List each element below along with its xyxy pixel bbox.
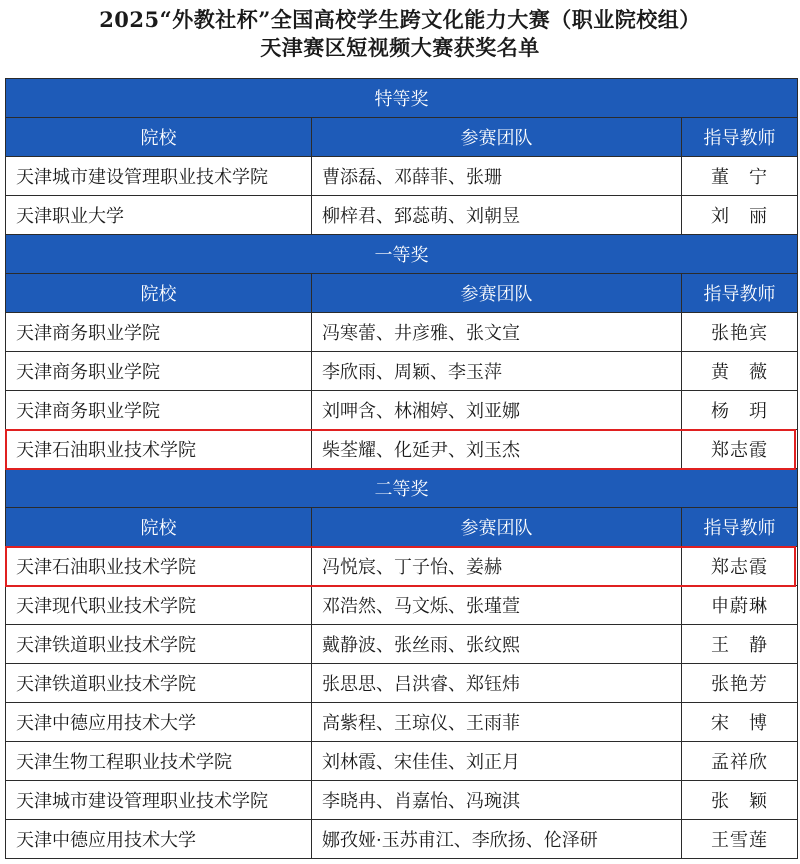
table-row [6,820,798,859]
section-header-row [6,79,798,118]
award-level-label: 二等奖 [6,469,798,508]
teacher-cell: 张艳芳 [682,664,798,703]
column-header-team: 参赛团队 [312,508,682,547]
teacher-cell: 孟祥欣 [682,742,798,781]
teacher-cell: 杨 玥 [682,391,798,430]
teacher-cell: 王雪莲 [682,820,798,859]
teacher-cell: 郑志霞 [682,547,798,586]
table-row [6,352,798,391]
column-header-school: 院校 [6,118,312,157]
school-cell: 天津铁道职业技术学院 [6,664,312,703]
column-header-row [6,118,798,157]
team-cell: 高紫程、王琼仪、王雨菲 [312,703,682,742]
team-cell: 刘林霞、宋佳佳、刘正月 [312,742,682,781]
column-header-teacher: 指导教师 [682,508,798,547]
table-row [6,742,798,781]
team-cell: 柴荃耀、化延尹、刘玉杰 [312,430,682,469]
team-cell: 曹添磊、邓薛菲、张珊 [312,157,682,196]
teacher-cell: 申蔚琳 [682,586,798,625]
table-row [6,547,798,586]
table-row [6,157,798,196]
teacher-cell: 王 静 [682,625,798,664]
team-cell: 冯寒蕾、井彦雅、张文宣 [312,313,682,352]
team-cell: 张思思、吕洪睿、郑钰炜 [312,664,682,703]
team-cell: 刘呷含、林湘婷、刘亚娜 [312,391,682,430]
column-header-team: 参赛团队 [312,274,682,313]
school-cell: 天津铁道职业技术学院 [6,625,312,664]
school-cell: 天津石油职业技术学院 [6,547,312,586]
team-cell: 戴静波、张丝雨、张纹熙 [312,625,682,664]
award-level-label: 特等奖 [6,79,798,118]
table-row [6,625,798,664]
school-cell: 天津中德应用技术大学 [6,703,312,742]
teacher-cell: 黄 薇 [682,352,798,391]
teacher-cell: 宋 博 [682,703,798,742]
teacher-cell: 刘 丽 [682,196,798,235]
award-level-label: 一等奖 [6,235,798,274]
table-row [6,196,798,235]
column-header-row [6,508,798,547]
table-row [6,391,798,430]
team-cell: 柳梓君、郅蕊萌、刘朝昱 [312,196,682,235]
table-row [6,313,798,352]
school-cell: 天津商务职业学院 [6,313,312,352]
table-row [6,703,798,742]
column-header-teacher: 指导教师 [682,274,798,313]
team-cell: 李欣雨、周颖、李玉萍 [312,352,682,391]
section-header-row [6,469,798,508]
school-cell: 天津城市建设管理职业技术学院 [6,157,312,196]
table-row [6,664,798,703]
school-cell: 天津中德应用技术大学 [6,820,312,859]
page-title: 2025“外教社杯”全国高校学生跨文化能力大赛（职业院校组） [99,7,701,32]
school-cell: 天津现代职业技术学院 [6,586,312,625]
teacher-cell: 张 颖 [682,781,798,820]
school-cell: 天津职业大学 [6,196,312,235]
team-cell: 邓浩然、马文烁、张瑾萱 [312,586,682,625]
column-header-team: 参赛团队 [312,118,682,157]
column-header-school: 院校 [6,274,312,313]
table-row [6,781,798,820]
school-cell: 天津生物工程职业技术学院 [6,742,312,781]
school-cell: 天津石油职业技术学院 [6,430,312,469]
team-cell: 冯悦宸、丁子怡、姜赫 [312,547,682,586]
award-table [5,78,798,859]
table-row [6,430,798,469]
teacher-cell: 董 宁 [682,157,798,196]
school-cell: 天津城市建设管理职业技术学院 [6,781,312,820]
column-header-row [6,274,798,313]
teacher-cell: 张艳宾 [682,313,798,352]
team-cell: 娜孜娅·玉苏甫江、李欣扬、伦泽研 [312,820,682,859]
teacher-cell: 郑志霞 [682,430,798,469]
table-row [6,586,798,625]
column-header-school: 院校 [6,508,312,547]
section-header-row [6,235,798,274]
column-header-teacher: 指导教师 [682,118,798,157]
page-subtitle: 天津赛区短视频大赛获奖名单 [260,35,540,60]
team-cell: 李晓冉、肖嘉怡、冯琬淇 [312,781,682,820]
school-cell: 天津商务职业学院 [6,352,312,391]
school-cell: 天津商务职业学院 [6,391,312,430]
